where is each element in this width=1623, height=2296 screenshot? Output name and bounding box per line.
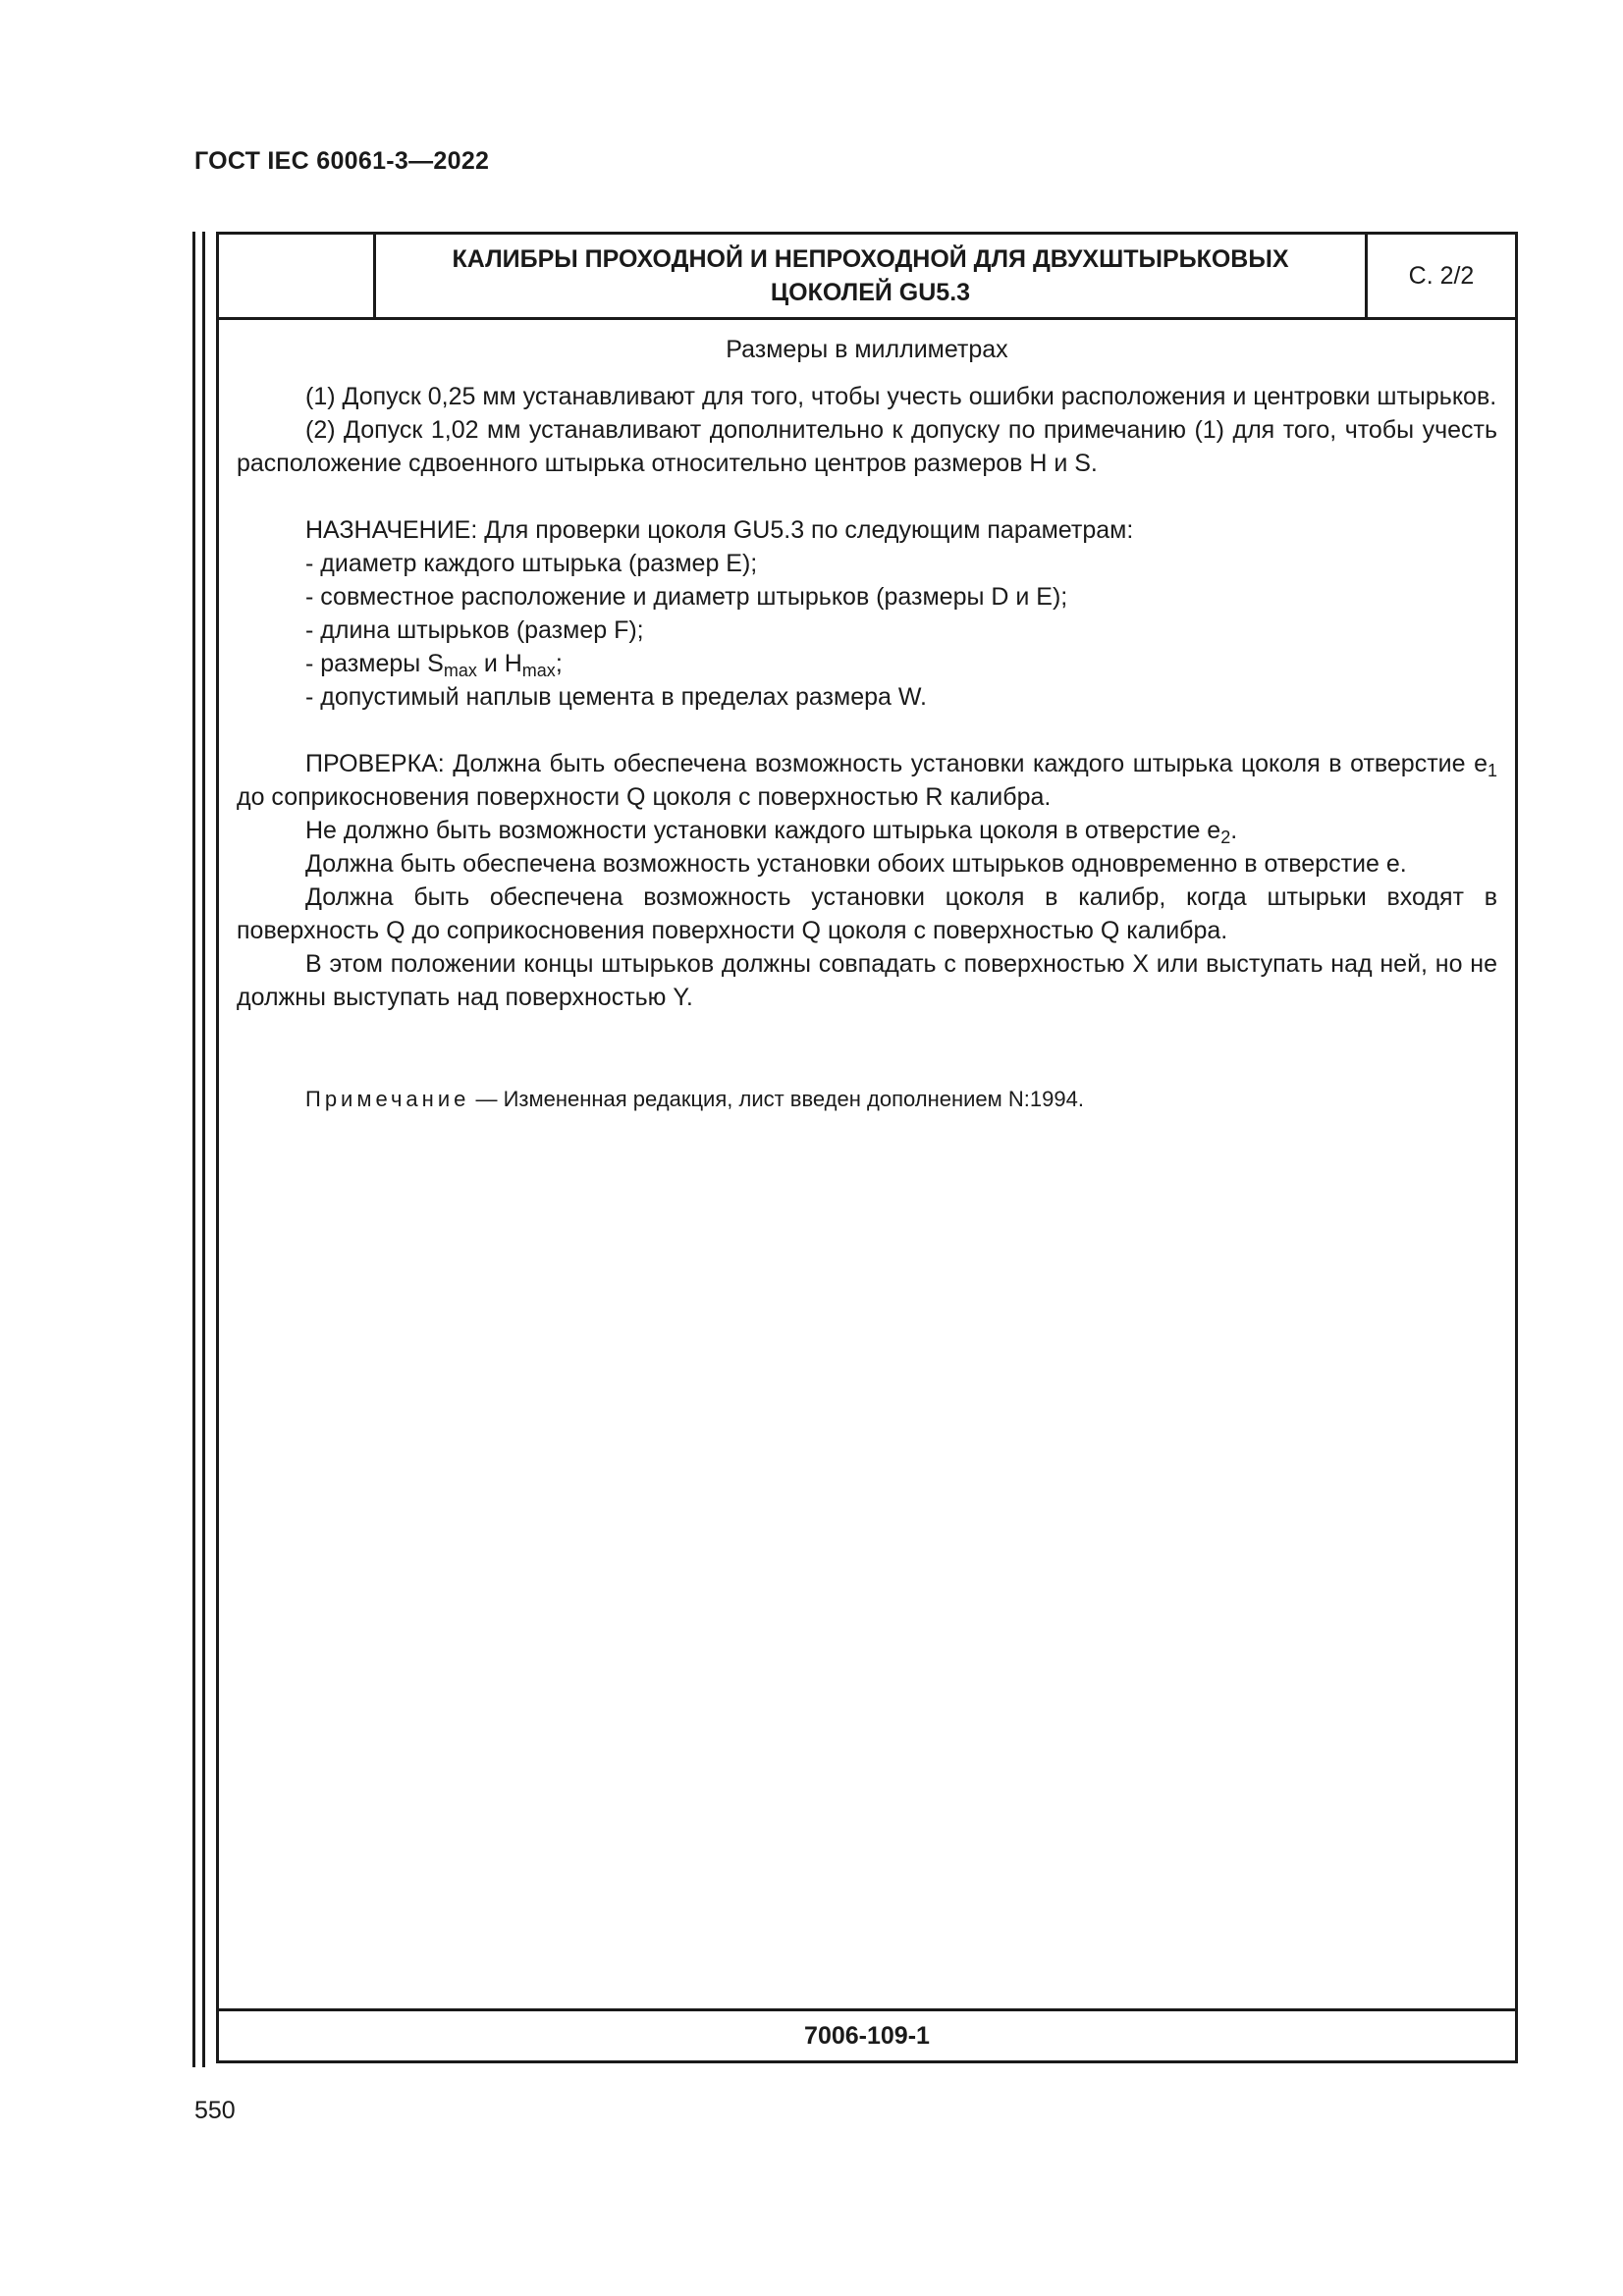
check-paragraph: В этом положении концы штырьков должны совпадать с поверхностью X или выступать над ней, но не должны выступать над поверхностью Y. — [237, 950, 1497, 1011]
sheet-page-ref: С. 2/2 — [1408, 261, 1475, 290]
tolerance-note: (1) Допуск 0,25 мм устанавливают для того, чтобы учесть ошибки расположения и центровки штырьков. — [305, 383, 1497, 410]
note-text: — Измененная редакция, лист введен дополнением N:1994. — [469, 1087, 1084, 1111]
sheet-code: 7006-109-1 — [804, 2021, 930, 2050]
check-paragraph: Должна быть обеспечена возможность установки обоих штырьков одновременно в отверстие e. — [305, 850, 1407, 878]
purpose-intro: НАЗНАЧЕНИЕ: Для проверки цоколя GU5.3 по следующим параметрам: — [305, 516, 1134, 544]
note-label: Примечание — [305, 1087, 470, 1111]
sheet-title-line: ЦОКОЛЕЙ GU5.3 — [770, 279, 971, 306]
document-header: ГОСТ IEC 60061-3—2022 — [194, 147, 490, 175]
tolerance-note: (2) Допуск 1,02 мм устанавливают дополнительно к допуску по примечанию (1) для того, чтобы учесть расположение сдвоенного штырька относительно центров размеров H и S. — [237, 416, 1497, 477]
margin-rule — [202, 232, 205, 2067]
units-note: Размеры в миллиметрах — [726, 336, 1008, 363]
sheet-body — [237, 333, 1497, 1116]
page-number: 550 — [194, 2097, 236, 2124]
title-block — [219, 235, 1515, 320]
footer-block — [219, 2008, 1515, 2060]
title-blank-cell — [219, 235, 376, 317]
sheet-title-line: КАЛИБРЫ ПРОХОДНОЙ И НЕПРОХОДНОЙ ДЛЯ ДВУХШТЫРЬКОВЫХ — [452, 245, 1289, 273]
purpose-item: - длина штырьков (размер F); — [305, 616, 644, 644]
sheet-title — [452, 242, 1288, 309]
title-cell — [376, 235, 1368, 317]
revision-note — [237, 1083, 1497, 1116]
standard-sheet — [216, 232, 1518, 2063]
check-paragraph: Должна быть обеспечена возможность установки цоколя в калибр, когда штырьки входят в поверхность Q до соприкосновения поверхности Q цоколя с поверхностью Q калибра. — [237, 883, 1497, 944]
purpose-item: - совместное расположение и диаметр штырьков (размеры D и E); — [305, 583, 1068, 611]
purpose-item: - диаметр каждого штырька (размер E); — [305, 550, 758, 577]
check-paragraph: ПРОВЕРКА: Должна быть обеспечена возможность установки каждого штырька цоколя в отверстие $e_1$ до соприкосновения поверхности Q цоколя с поверхностью R калибра. — [237, 750, 1497, 811]
check-paragraph: Не должно быть возможности установки каждого штырька цоколя в отверстие $e_2$. — [305, 817, 1238, 847]
margin-rule — [192, 232, 195, 2067]
purpose-item: - размеры $S_{max}$ и $H_{max}$; — [305, 650, 563, 680]
purpose-item: - допустимый наплыв цемента в пределах размера W. — [305, 683, 928, 711]
